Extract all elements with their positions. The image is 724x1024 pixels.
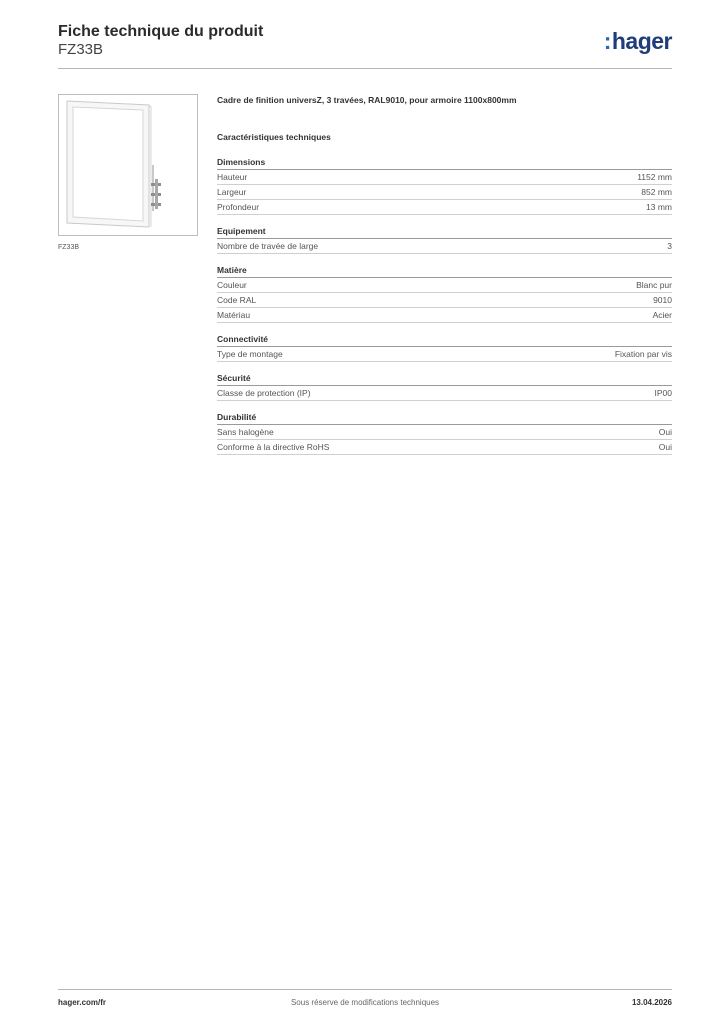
spec-row <box>217 425 672 440</box>
spec-value: Oui <box>658 442 672 452</box>
spec-label: Code RAL <box>217 295 257 305</box>
spec-group-dimensions <box>217 157 672 215</box>
spec-group-securite <box>217 373 672 401</box>
header-divider <box>58 68 672 69</box>
logo-text: hager <box>611 28 672 54</box>
spec-label: Type de montage <box>217 349 283 359</box>
footer-divider <box>58 989 672 990</box>
spec-label: Matériau <box>217 310 251 320</box>
footer-site-link[interactable]: hager.com/fr <box>58 998 107 1007</box>
spec-group-title: Dimensions <box>217 157 672 170</box>
spec-value: 9010 <box>653 295 672 305</box>
spec-row <box>217 278 672 293</box>
spec-row <box>217 170 672 185</box>
spec-group-matiere <box>217 265 672 323</box>
spec-label: Conforme à la directive RoHS <box>217 442 330 452</box>
spec-value: Acier <box>652 310 672 320</box>
spec-row <box>217 347 672 362</box>
spec-row <box>217 239 672 254</box>
spec-group-title: Matière <box>217 265 672 278</box>
spec-label: Largeur <box>217 187 247 197</box>
spec-value: 1152 mm <box>637 172 672 182</box>
frame-illustration-icon <box>59 95 197 235</box>
spec-value: 852 mm <box>641 187 672 197</box>
logo-colon-icon: : <box>603 28 611 54</box>
spec-row <box>217 440 672 455</box>
spec-value: 13 mm <box>646 202 672 212</box>
product-description: Cadre de finition universZ, 3 travées, RAL9010, pour armoire 1100x800mm <box>217 95 517 105</box>
spec-row <box>217 386 672 401</box>
document-title: Fiche technique du produit <box>58 23 264 40</box>
spec-label: Sans halogène <box>217 427 274 437</box>
spec-row <box>217 185 672 200</box>
spec-group-equipement <box>217 226 672 254</box>
footer-date: 13.04.2026 <box>631 998 672 1007</box>
product-reference: FZ33B <box>58 41 104 58</box>
image-caption: FZ33B <box>58 244 80 251</box>
spec-value: Oui <box>658 427 672 437</box>
footer-note: Sous réserve de modifications techniques <box>290 998 440 1007</box>
specs-heading: Caractéristiques techniques <box>217 132 331 142</box>
spec-value: 3 <box>667 241 672 251</box>
spec-label: Classe de protection (IP) <box>217 388 311 398</box>
spec-value: IP00 <box>654 388 672 398</box>
spec-label: Nombre de travée de large <box>217 241 319 251</box>
spec-group-title: Durabilité <box>217 412 672 425</box>
spec-group-title: Connectivité <box>217 334 672 347</box>
spec-group-durabilite <box>217 412 672 455</box>
spec-group-connectivite <box>217 334 672 362</box>
spec-label: Hauteur <box>217 172 248 182</box>
spec-value: Fixation par vis <box>614 349 672 359</box>
spec-group-title: Equipement <box>217 226 672 239</box>
product-image <box>58 94 198 236</box>
spec-row <box>217 293 672 308</box>
product-content <box>217 95 672 466</box>
hager-logo <box>604 28 672 55</box>
spec-row <box>217 200 672 215</box>
spec-label: Couleur <box>217 280 247 290</box>
page-header <box>58 22 672 59</box>
spec-group-title: Sécurité <box>217 373 672 386</box>
spec-label: Profondeur <box>217 202 260 212</box>
spec-row <box>217 308 672 323</box>
spec-value: Blanc pur <box>636 280 672 290</box>
